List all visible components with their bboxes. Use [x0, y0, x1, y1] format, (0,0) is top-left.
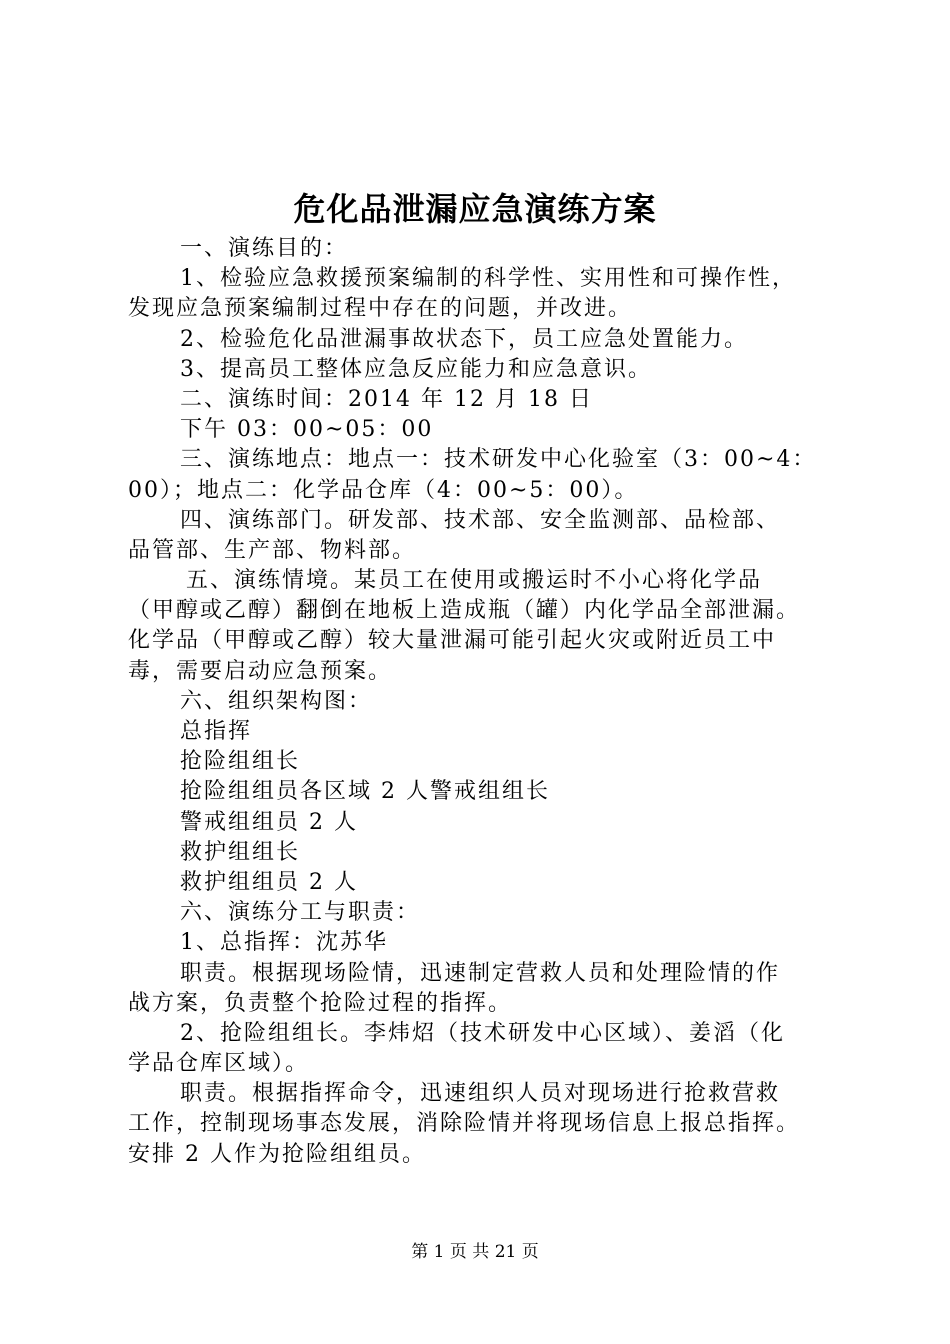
paragraph-line: （甲醇或乙醇）翻倒在地板上造成瓶（罐）内化学品全部泄漏。 — [128, 598, 801, 624]
document-title: 危化品泄漏应急演练方案 — [293, 190, 657, 228]
org-chart-item: 救护组组员 2 人 — [180, 869, 358, 895]
org-chart-item: 警戒组组员 2 人 — [180, 809, 358, 835]
paragraph-line: 2、检验危化品泄漏事故状态下，员工应急处置能力。 — [180, 326, 748, 352]
section-heading: 六、演练分工与职责： — [180, 900, 421, 926]
paragraph-line: 下午 03：00~05：00 — [180, 417, 434, 443]
section-heading: 六、组织架构图： — [180, 688, 373, 714]
paragraph-line: 00）；地点二：化学品仓库（4：00~5：00）。 — [128, 477, 639, 503]
paragraph-line: 3、提高员工整体应急反应能力和应急意识。 — [180, 356, 652, 382]
paragraph-line: 发现应急预案编制过程中存在的问题，并改进。 — [128, 296, 633, 322]
section-heading: 一、演练目的： — [180, 236, 349, 261]
paragraph-line: 工作，控制现场事态发展，消除险情并将现场信息上报总指挥。 — [128, 1111, 801, 1137]
org-chart-item: 抢险组组长 — [180, 749, 301, 775]
paragraph-line: 职责。根据指挥命令，迅速组织人员对现场进行抢救营救 — [180, 1081, 781, 1107]
paragraph-line: 2、抢险组组长。李炜炤（技术研发中心区域）、姜滔（化 — [180, 1020, 785, 1046]
paragraph-line: 1、检验应急救援预案编制的科学性、实用性和可操作性， — [180, 266, 796, 292]
paragraph-line: 毒，需要启动应急预案。 — [128, 658, 393, 684]
section-heading: 二、演练时间：2014 年 12 月 18 日 — [180, 386, 593, 412]
paragraph-line: 职责。根据现场险情，迅速制定营救人员和处理险情的作 — [180, 960, 781, 986]
org-chart-item: 救护组组长 — [180, 839, 301, 865]
document-body — [128, 234, 828, 1170]
paragraph-line: 战方案，负责整个抢险过程的指挥。 — [128, 990, 513, 1016]
org-chart-item: 抢险组组员各区域 2 人警戒组组长 — [180, 779, 550, 805]
paragraph-line: 1、总指挥：沈苏华 — [180, 930, 388, 956]
paragraph-line: 学品仓库区域）。 — [128, 1051, 310, 1077]
org-chart-item: 总指挥 — [180, 719, 253, 744]
section-heading: 三、演练地点：地点一：技术研发中心化验室（3：00~4： — [180, 447, 817, 473]
paragraph-line: 化学品（甲醇或乙醇）较大量泄漏可能引起火灾或附近员工中 — [128, 628, 777, 654]
page-footer: 第 1 页 共 21 页 — [411, 1242, 539, 1262]
section-heading: 五、演练情境。某员工在使用或搬运时不小心将化学品 — [186, 568, 763, 594]
section-heading: 四、演练部门。研发部、技术部、安全监测部、品检部、 — [180, 507, 781, 533]
paragraph-line: 品管部、生产部、物料部。 — [128, 537, 417, 563]
paragraph-line: 安排 2 人作为抢险组组员。 — [128, 1141, 426, 1167]
